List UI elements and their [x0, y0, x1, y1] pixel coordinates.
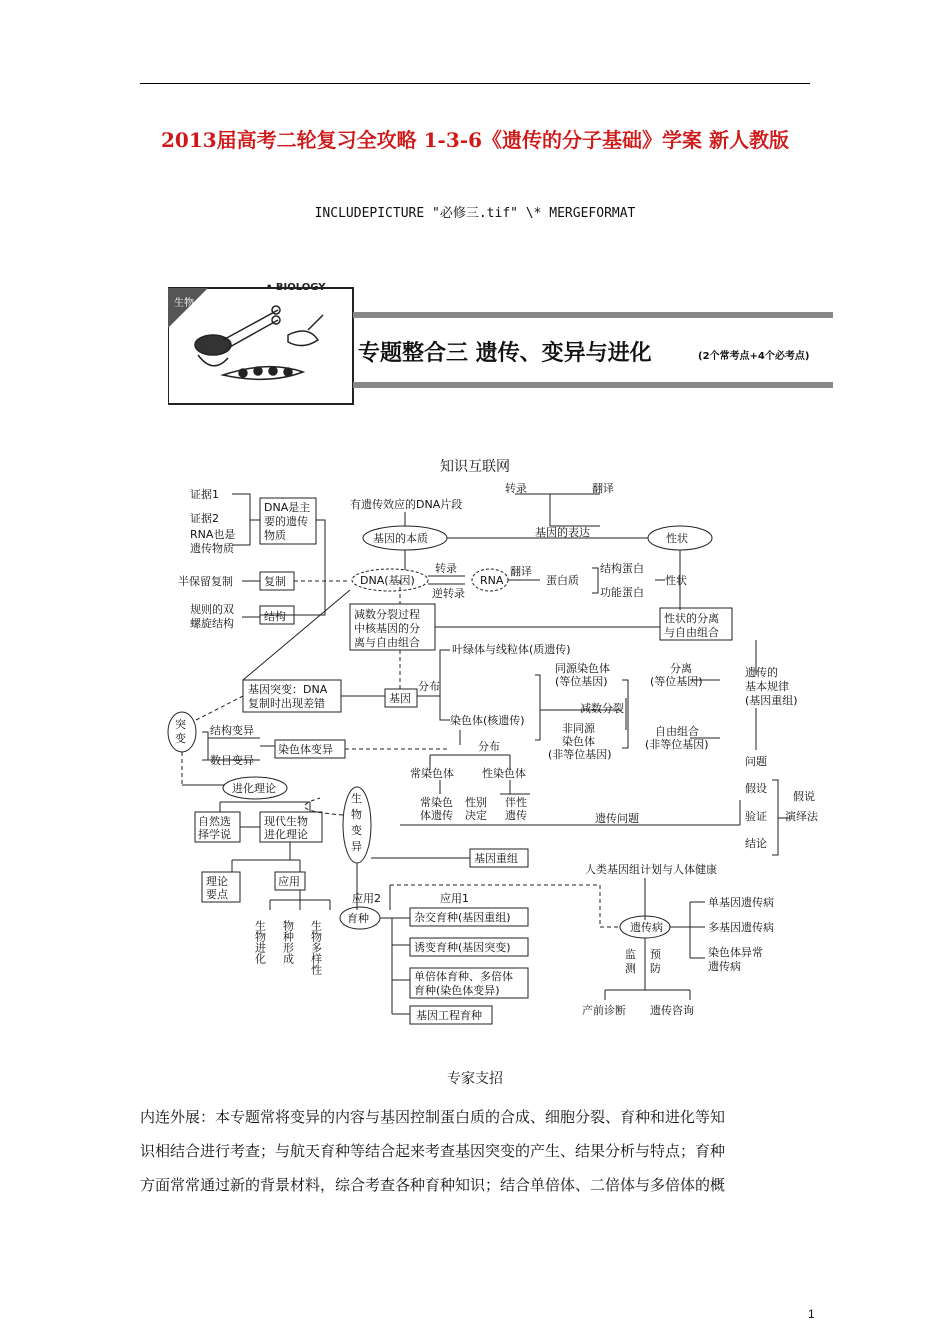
label-dna-main-2: 要的遗传	[264, 515, 308, 528]
label-sex-chrom: 性染色体	[482, 767, 526, 780]
label-dna-main-3: 物质	[264, 529, 286, 542]
label-modern-evo-2: 进化理论	[264, 828, 308, 841]
label-auto-inh-1: 常染色	[420, 796, 453, 809]
page-number: 1	[808, 1307, 815, 1321]
label-separation-1: 分离	[670, 662, 692, 675]
label-helix-1: 规则的双	[190, 603, 234, 616]
label-theory-2: 要点	[206, 888, 228, 901]
label-bio-var-1: 生	[351, 792, 362, 805]
label-mutation-2: 复制时出现差错	[248, 697, 325, 710]
label-dna-gene: DNA(基因)	[360, 574, 415, 587]
label-transcribe-top: 转录	[505, 482, 527, 495]
label-trait-sep-1: 性状的分离	[664, 612, 719, 625]
label-monitor-2: 测	[625, 962, 636, 975]
label-theory-1: 理论	[206, 875, 228, 888]
label-chromosome: 染色体(核遗传)	[450, 714, 525, 727]
label-meiosis-3: 离与自由组合	[354, 636, 420, 649]
label-app1: 应用1	[440, 892, 469, 905]
label-sex-link-1: 伴性	[505, 796, 527, 809]
label-bio-evo: 生物进化	[253, 920, 267, 964]
label-application: 应用	[278, 875, 300, 888]
label-autosome: 常染色体	[410, 767, 454, 780]
label-sex-det-1: 性别	[465, 796, 487, 809]
label-single-gene: 单基因遗传病	[708, 896, 774, 909]
document-title: 2013届高考二轮复习全攻略 1-3-6《遗传的分子基础》学案 新人教版	[161, 128, 789, 152]
label-evolution: 进化理论	[232, 782, 276, 795]
label-evidence2: 证据2	[190, 512, 219, 525]
label-bio-var-4: 异	[351, 840, 362, 853]
label-trait: 性状	[666, 532, 688, 545]
label-law-1: 遗传的	[745, 666, 778, 679]
label-transcribe: 转录	[435, 562, 457, 575]
biology-label: • BIOLOGY	[266, 282, 326, 293]
label-trait2: 性状	[665, 574, 687, 587]
label-nonhomolog-3: (非等位基因)	[548, 748, 612, 761]
label-app2: 应用2	[352, 892, 381, 905]
label-chrom-var: 染色体变异	[278, 743, 333, 756]
label-gene-expression: 基因的表达	[535, 526, 590, 539]
advice-line: 内连外展：本专题常将变异的内容与基因控制蛋白质的合成、细胞分裂、育种和进化等知	[140, 1108, 726, 1126]
label-free-comb-1: 自由组合	[655, 725, 699, 738]
label-func-protein: 功能蛋白	[600, 586, 644, 599]
label-reverse: 逆转录	[432, 587, 465, 600]
label-prevent-1: 预	[650, 948, 661, 961]
label-helix-2: 螺旋结构	[190, 617, 234, 630]
label-nonhomolog-1: 非同源	[562, 722, 595, 735]
label-meiosis-div: 减数分裂	[580, 702, 624, 715]
label-structure: 结构	[264, 610, 286, 623]
label-translate: 翻译	[510, 565, 532, 578]
label-recombination: 基因重组	[474, 852, 518, 865]
label-meiosis-2: 中核基因的分	[354, 622, 420, 635]
label-counsel: 遗传咨询	[650, 1004, 694, 1017]
label-genetic-problem: 遗传问题	[595, 812, 639, 825]
label-law-2: 基本规律	[745, 680, 789, 693]
label-biodiv: 生物多样性	[309, 920, 323, 975]
label-ploidy-2: 育种(染色体变异)	[414, 984, 500, 997]
label-induce: 诱变育种(基因突变)	[414, 941, 511, 954]
advice-line: 识相结合进行考查；与航天育种等结合起来考查基因突变的产生、结果分析与特点；育种	[140, 1142, 726, 1160]
label-genetic-dna: 有遗传效应的DNA片段	[350, 498, 463, 511]
topic-banner	[168, 280, 838, 410]
label-gene-essence: 基因的本质	[373, 532, 428, 545]
label-law-3: (基因重组)	[745, 694, 798, 707]
label-rna: RNA	[480, 574, 504, 587]
label-disease: 遗传病	[630, 921, 663, 934]
label-auto-inh-2: 体遗传	[420, 809, 453, 822]
label-rna-also-1: RNA也是	[190, 528, 236, 541]
diagram-heading: 知识互联网	[440, 459, 510, 475]
label-bio-var-2: 物	[351, 808, 362, 821]
header-rule	[140, 83, 810, 84]
label-chrom-abn-2: 遗传病	[708, 960, 741, 973]
label-engineering: 基因工程育种	[416, 1009, 482, 1022]
advice-line: 方面常常通过新的背景材料，综合考查各种育种知识；结合单倍体、二倍体与多倍体的概	[140, 1176, 726, 1194]
label-modern-evo-1: 现代生物	[264, 815, 308, 828]
label-struct-protein: 结构蛋白	[600, 562, 644, 575]
label-struct-var: 结构变异	[210, 724, 254, 737]
label-evidence1: 证据1	[190, 488, 219, 501]
label-homolog-2: (等位基因)	[555, 675, 608, 688]
label-monitor-1: 监	[625, 948, 636, 961]
label-question: 问题	[745, 755, 767, 768]
field-code-text: INCLUDEPICTURE "必修三.tif" \* MERGEFORMAT	[314, 206, 636, 221]
label-protein: 蛋白质	[546, 574, 579, 587]
label-separation-2: (等位基因)	[650, 675, 703, 688]
label-chrom-abn-1: 染色体异常	[708, 946, 763, 959]
section2-heading: 专家支招	[447, 1071, 503, 1087]
label-ploidy-1: 单倍体育种、多倍体	[414, 970, 513, 983]
label-trait-sep-2: 与自由组合	[664, 626, 719, 639]
label-bio-var-3: 变	[351, 824, 362, 837]
label-verify: 验证	[745, 810, 767, 823]
label-genome-plan: 人类基因组计划与人体健康	[585, 863, 717, 876]
label-free-comb-2: (非等位基因)	[645, 738, 709, 751]
advice-paragraph	[140, 1100, 815, 1202]
label-breeding: 育种	[347, 912, 369, 925]
subject-tag: 生物	[174, 298, 194, 309]
label-num-var: 数目变异	[210, 754, 254, 767]
label-sex-det-2: 决定	[465, 809, 487, 822]
topic-note: (2个常考点+4个必考点)	[698, 351, 810, 362]
label-distribute: 分布	[418, 680, 440, 693]
label-hypothesis: 假设	[745, 782, 767, 795]
label-homolog-1: 同源染色体	[555, 662, 610, 675]
label-nonhomolog-2: 染色体	[562, 735, 595, 748]
label-gene: 基因	[389, 692, 411, 705]
label-sudden-2: 变	[175, 732, 186, 745]
label-hypo-2: 演绎法	[785, 810, 818, 823]
label-sex-link-2: 遗传	[505, 809, 527, 822]
label-prenatal: 产前诊断	[582, 1004, 626, 1017]
label-speciation: 物种形成	[281, 920, 295, 964]
label-semi: 半保留复制	[178, 575, 233, 588]
label-prevent-2: 防	[650, 962, 661, 975]
label-translate-top: 翻译	[592, 482, 614, 495]
label-cyto: 叶绿体与线粒体(质遗传)	[452, 643, 571, 656]
label-mutation-1: 基因突变：DNA	[248, 683, 328, 696]
label-hypo-1: 假说	[793, 790, 815, 803]
label-conclusion: 结论	[745, 837, 767, 850]
label-natural-sel-1: 自然选	[198, 815, 231, 828]
label-meiosis-1: 减数分裂过程	[354, 608, 420, 621]
knowledge-map	[160, 480, 840, 1040]
label-multi-gene: 多基因遗传病	[708, 921, 774, 934]
label-natural-sel-2: 择学说	[198, 828, 231, 841]
label-sudden-1: 突	[175, 718, 186, 731]
label-distribute2: 分布	[478, 740, 500, 753]
label-hybrid: 杂交育种(基因重组)	[414, 911, 511, 924]
label-replicate: 复制	[264, 575, 286, 588]
label-dna-main-1: DNA是主	[264, 501, 311, 514]
topic-title: 专题整合三 遗传、变异与进化	[358, 341, 652, 366]
label-rna-also-2: 遗传物质	[190, 542, 234, 555]
vertical-labels	[254, 919, 323, 975]
